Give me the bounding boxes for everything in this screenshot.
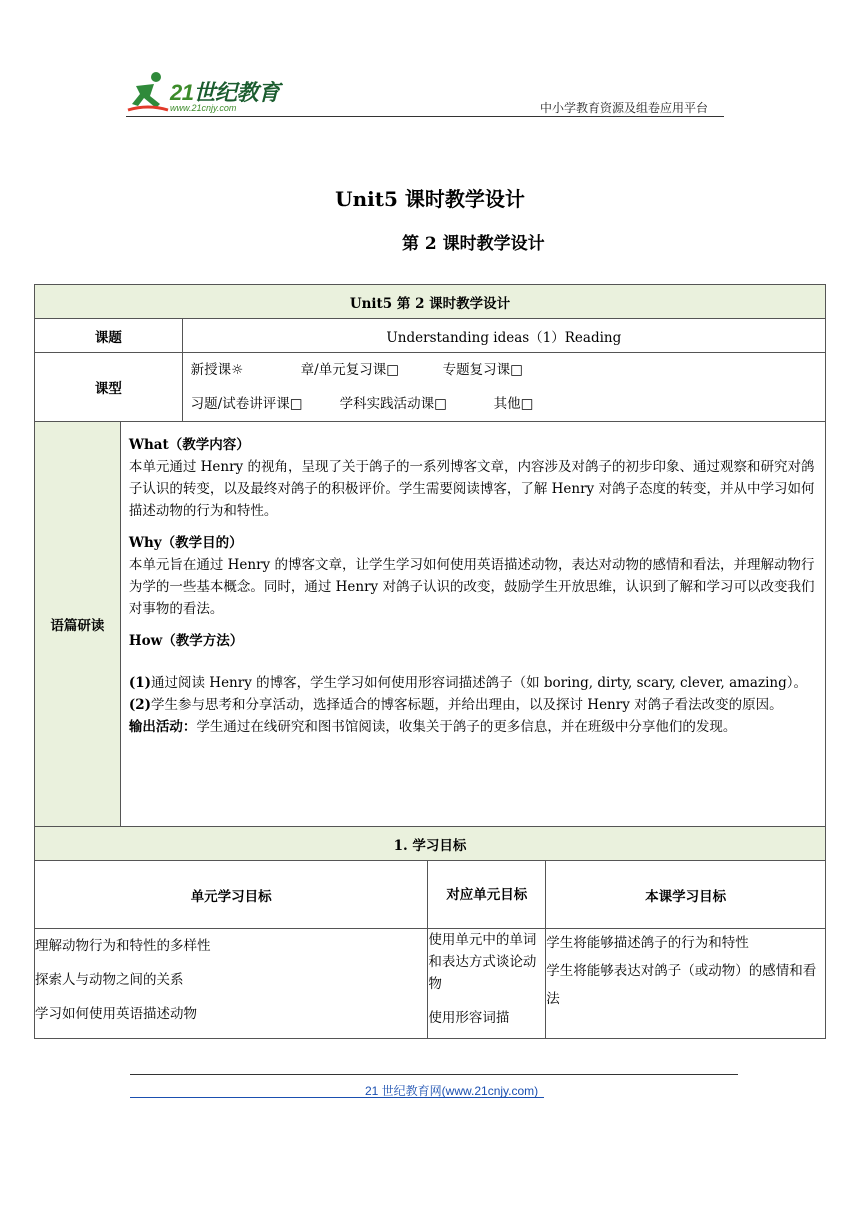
text-analysis-row	[35, 422, 826, 827]
text-analysis-label: 语篇研读	[35, 422, 121, 827]
how-item-2-number: (2)	[128, 697, 151, 713]
lesson-goal-item: 学生将能够表达对鸽子（或动物）的感情和看法	[546, 963, 817, 1007]
topic-value: Understanding ideas（1）Reading	[182, 319, 825, 353]
output-text: 学生通过在线研究和图书馆阅读，收集关于鸽子的更多信息，并在班级中分享他们的发现。	[196, 719, 737, 735]
how-item-2-text: 学生参与思考和分享活动，选择适合的博客标题，并给出理由，以及探讨 Henry 对鸽子看法改变的原因。	[151, 697, 783, 713]
topic-row	[35, 319, 826, 353]
how-item-1-number: (1)	[128, 675, 151, 691]
type-option-practice[interactable]: 学科实践活动课□	[339, 396, 447, 412]
site-logo[interactable]	[126, 70, 296, 116]
type-option-new[interactable]: 新授课☼	[190, 362, 244, 378]
type-options-line-2	[183, 387, 825, 421]
table-caption: Unit5 第 2 课时教学设计	[35, 285, 826, 319]
goals-header: 1. 学习目标	[35, 827, 826, 861]
why-text: 本单元旨在通过 Henry 的博客文章，让学生学习如何使用英语描述动物，表达对动物的感情和看法，并理解动物行为学的一些基本概念。同时，通过 Henry 对鸽子认识的改变，鼓励学生开放思维，认识到了解和学习可以改变我们对事物的看法。	[128, 557, 815, 617]
type-option-topic-review[interactable]: 专题复习课□	[442, 362, 523, 378]
col-lesson-goals: 本课学习目标	[546, 861, 826, 929]
what-text: 本单元通过 Henry 的视角，呈现了关于鸽子的一系列博客文章，内容涉及对鸽子的初步印象、通过观察和研究对鸽子认识的转变，以及最终对鸽子的积极评价。学生需要阅读博客，了解 Henry 对鸽子态度的转变，并从中学习如何描述动物的行为和特性。	[128, 459, 815, 519]
how-item-2	[121, 694, 825, 716]
logo-url: www.21cnjy.com	[170, 103, 237, 113]
goals-column-row	[35, 861, 826, 929]
lesson-design-table	[34, 284, 826, 1039]
why-title: Why（教学目的）	[128, 535, 243, 551]
runner-logo-icon	[126, 70, 170, 114]
platform-label: 中小学教育资源及组卷应用平台	[540, 101, 709, 115]
topic-label: 课题	[35, 319, 183, 353]
document-title: Unit5 课时教学设计	[335, 187, 525, 211]
matching-goal-text: 使用单元中的单词和表达方式谈论动物	[428, 932, 537, 992]
logo-number: 21	[170, 80, 194, 105]
how-item-1	[121, 672, 825, 694]
output-label: 输出活动：	[128, 719, 197, 735]
col-matching-goals: 对应单元目标	[428, 861, 546, 929]
unit-goals-list	[35, 929, 428, 1039]
document-subtitle: 第 2 课时教学设计	[402, 234, 545, 254]
header-divider	[126, 116, 724, 117]
what-title: What（教学内容）	[128, 437, 250, 453]
type-option-other[interactable]: 其他□	[493, 396, 534, 412]
unit-goal-item: 探索人与动物之间的关系	[35, 972, 184, 988]
page-header	[0, 0, 860, 130]
unit-goal-item: 学习如何使用英语描述动物	[35, 1006, 197, 1022]
table-caption-row	[35, 285, 826, 319]
matching-goals	[428, 929, 546, 1039]
lesson-goal-item: 学生将能够描述鸽子的行为和特性	[546, 935, 749, 951]
footer-divider	[130, 1074, 738, 1075]
type-row	[35, 353, 826, 422]
logo-text: 世纪教育	[193, 80, 280, 105]
type-option-exercise[interactable]: 习题/试卷讲评课□	[190, 396, 303, 412]
type-label: 课型	[35, 353, 183, 422]
how-title: How（教学方法）	[128, 633, 244, 649]
goals-content-row	[35, 929, 826, 1039]
type-options-line-1	[183, 353, 825, 387]
col-unit-goals: 单元学习目标	[35, 861, 428, 929]
footer-link-underline	[130, 1097, 544, 1098]
text-analysis-content	[120, 422, 825, 827]
goals-header-row	[35, 827, 826, 861]
output-activity	[121, 716, 825, 738]
unit-goal-item: 理解动物行为和特性的多样性	[35, 938, 211, 954]
matching-goal-text-2: 使用形容词描	[428, 1010, 510, 1026]
lesson-goals	[546, 929, 826, 1039]
type-option-unit-review[interactable]: 章/单元复习课□	[300, 362, 399, 378]
how-item-1-text: 通过阅读 Henry 的博客，学生学习如何使用形容词描述鸽子（如 boring, dirty, scary, clever, amazing）。	[151, 675, 807, 691]
type-options	[182, 353, 825, 422]
footer-link-text[interactable]: 21 世纪教育网(www.21cnjy.com)	[365, 1084, 539, 1098]
